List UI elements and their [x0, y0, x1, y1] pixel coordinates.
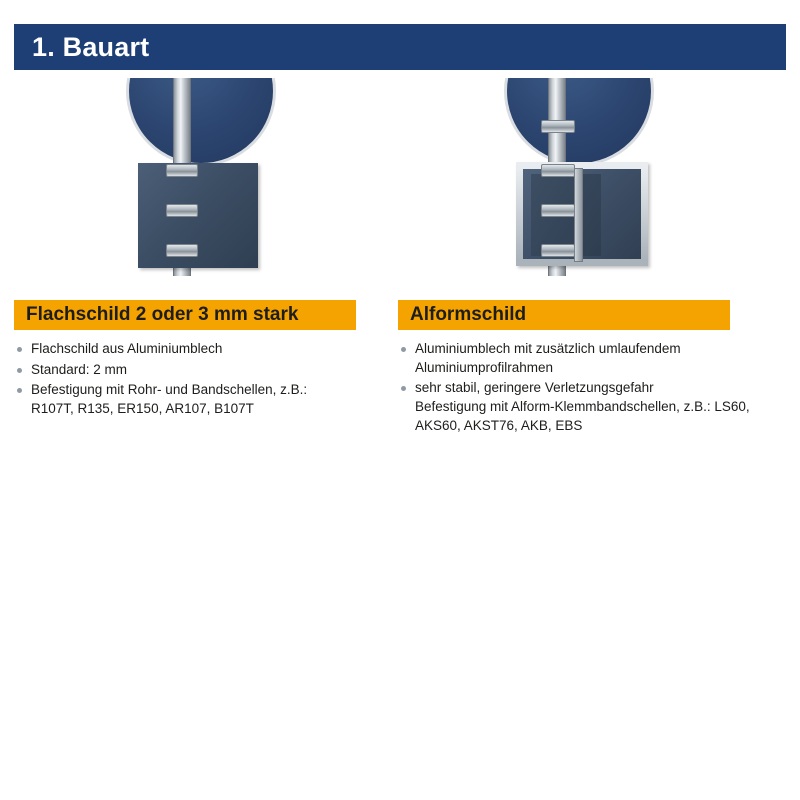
band-clamp-icon: [541, 244, 575, 257]
list-item-subtext: R107T, R135, ER150, AR107, B107T: [31, 400, 254, 416]
sign-disc-graphic: [504, 78, 654, 166]
alform-profile-edge-graphic: [574, 168, 583, 262]
list-item: [398, 379, 758, 435]
list-item: [14, 361, 374, 380]
list-item-text: sehr stabil, geringere Verletzungsgefahr: [415, 380, 654, 396]
list-item: [398, 340, 758, 377]
flat-sign-plate-graphic: [138, 163, 258, 268]
list-item-text: Flachschild aus Aluminiumblech: [31, 341, 223, 356]
section-header-bar: [14, 24, 786, 70]
list-item-text: Befestigung mit Rohr- und Bandschellen, z.B.:: [31, 382, 308, 398]
list-item: [14, 381, 374, 418]
list-item-text: Standard: 2 mm: [31, 361, 128, 377]
caption-bar-alformschild: [398, 300, 730, 330]
feature-list-alformschild: [398, 340, 758, 435]
feature-list-flachschild: [14, 340, 374, 419]
list-item-subtext: Befestigung mit Alform-Klemmbandschellen, z.B.: LS60, AKS60, AKST76, AKB, EBS: [415, 398, 750, 433]
product-photo-alformschild: [398, 78, 758, 288]
band-clamp-icon: [166, 164, 198, 177]
list-item-subtext: Aluminiumprofilrahmen: [415, 359, 554, 375]
column-alformschild: [398, 78, 758, 437]
caption-bar-flachschild: [14, 300, 356, 330]
page-title: 1. Bauart: [32, 31, 150, 62]
band-clamp-icon: [541, 120, 575, 133]
band-clamp-icon: [166, 244, 198, 257]
sign-disc-graphic: [126, 78, 276, 166]
list-item-text: Aluminiumblech mit zusätzlich umlaufendem: [415, 341, 681, 356]
product-photo-flachschild: [14, 78, 374, 288]
caption-label: Flachschild 2 oder 3 mm stark: [26, 304, 299, 325]
list-item: [14, 340, 374, 359]
caption-label: Alformschild: [410, 304, 527, 325]
band-clamp-icon: [541, 164, 575, 177]
content-columns: [14, 78, 786, 437]
band-clamp-icon: [541, 204, 575, 217]
band-clamp-icon: [166, 204, 198, 217]
column-flachschild: [14, 78, 374, 437]
